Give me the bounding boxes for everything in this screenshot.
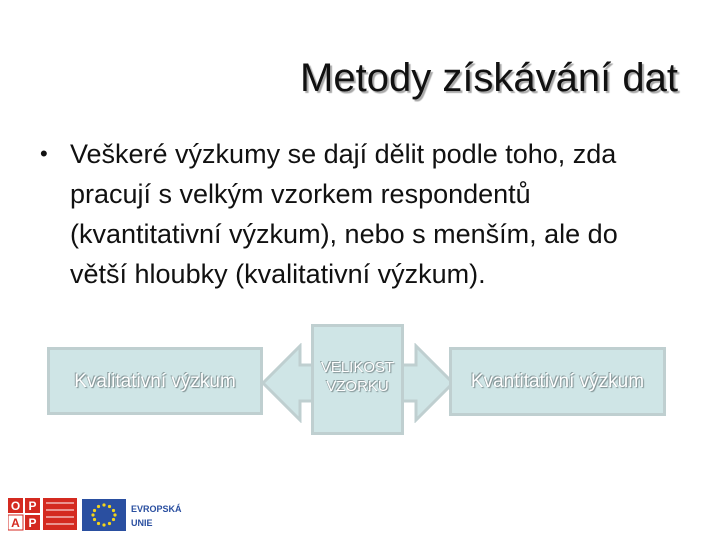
footer-logos <box>8 497 198 535</box>
svg-text:UNIE: UNIE <box>131 518 153 528</box>
eu-label <box>131 504 182 528</box>
sample-size-box <box>311 324 404 435</box>
svg-text:O: O <box>10 499 21 513</box>
svg-text:P: P <box>28 516 37 530</box>
slide-title: Metody získávání dat <box>300 56 678 100</box>
sample-size-label: VELIKOST VZORKU <box>320 358 395 395</box>
svg-text:EVROPSKÁ: EVROPSKÁ <box>131 504 182 514</box>
quantitative-research-box: Kvantitativní výzkum <box>449 347 666 416</box>
qualitative-research-box: Kvalitativní výzkum <box>47 347 263 415</box>
bullet-dot-icon: • <box>40 141 48 166</box>
svg-text:P: P <box>28 499 37 513</box>
eu-flag-icon <box>82 499 126 531</box>
svg-text:A: A <box>11 516 20 530</box>
bullet-item <box>40 134 680 294</box>
oppa-logo <box>8 498 77 530</box>
bullet-text: Veškeré výzkumy se dají dělit podle toho, zda pracují s velkým vzorkem respondentů (kvantitativní výzkum), nebo s menším, ale do větší hloubky (kvalitativní výzkum). <box>70 139 618 289</box>
